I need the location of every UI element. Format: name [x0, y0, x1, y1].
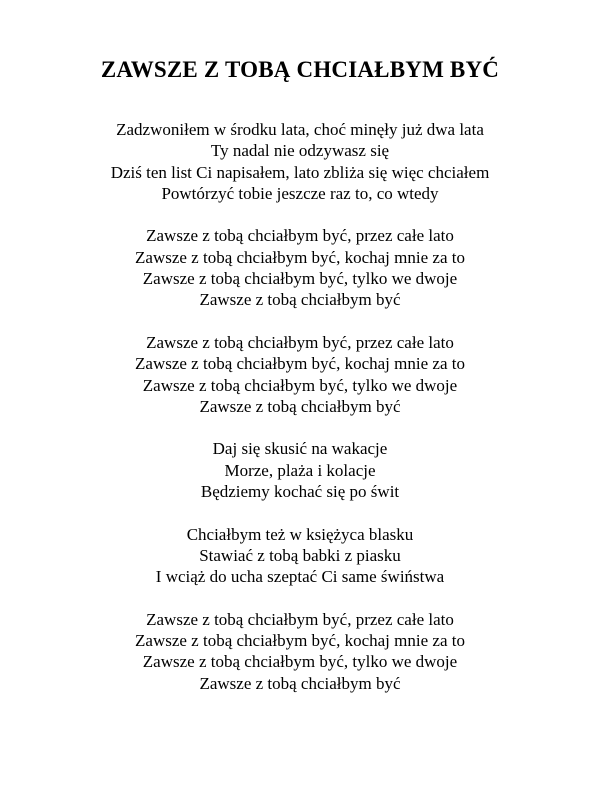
lyric-line: Morze, plaża i kolacje	[224, 460, 376, 480]
lyric-line: Zawsze z tobą chciałbym być, kochaj mnie za to	[135, 631, 465, 651]
lyric-line: Zawsze z tobą chciałbym być	[199, 290, 401, 310]
stanza-verse-2	[0, 438, 600, 502]
lyric-line: I wciąż do ucha szeptać Ci same świństwa	[155, 567, 445, 587]
lyric-line: Zawsze z tobą chciałbym być, tylko we dwoje	[142, 269, 458, 289]
lyrics-body	[0, 119, 600, 715]
lyric-line: Zawsze z tobą chciałbym być, tylko we dwoje	[142, 652, 458, 672]
lyric-line: Zawsze z tobą chciałbym być	[199, 673, 401, 693]
stanza-chorus-3	[0, 609, 600, 694]
lyric-line: Zawsze z tobą chciałbym być, kochaj mnie za to	[135, 247, 465, 267]
lyric-line: Zawsze z tobą chciałbym być	[199, 396, 401, 416]
lyric-line: Zadzwoniłem w środku lata, choć minęły już dwa lata	[116, 120, 484, 139]
lyric-line: Będziemy kochać się po świt	[200, 482, 400, 502]
lyric-line: Chciałbym też w księżyca blasku	[186, 524, 414, 544]
lyric-line: Zawsze z tobą chciałbym być, kochaj mnie za to	[135, 354, 465, 374]
lyric-line: Ty nadal nie odzywasz się	[210, 141, 390, 161]
lyric-line: Daj się skusić na wakacje	[212, 439, 388, 459]
lyric-line: Zawsze z tobą chciałbym być, przez całe lato	[146, 226, 454, 246]
lyric-line: Zawsze z tobą chciałbym być, tylko we dwoje	[142, 375, 458, 395]
stanza-chorus-2	[0, 332, 600, 417]
lyric-line: Zawsze z tobą chciałbym być, przez całe lato	[146, 609, 454, 629]
stanza-verse-3	[0, 524, 600, 588]
lyric-line: Dziś ten list Ci napisałem, lato zbliża się więc chciałem	[110, 162, 490, 182]
page-title: ZAWSZE Z TOBĄ CHCIAŁBYM BYĆ	[100, 57, 500, 82]
stanza-verse-1	[0, 119, 600, 204]
stanza-chorus-1	[0, 225, 600, 310]
lyric-line: Stawiać z tobą babki z piasku	[199, 545, 401, 565]
lyric-line: Zawsze z tobą chciałbym być, przez całe lato	[146, 332, 454, 352]
lyric-line: Powtórzyć tobie jeszcze raz to, co wtedy	[161, 183, 439, 203]
